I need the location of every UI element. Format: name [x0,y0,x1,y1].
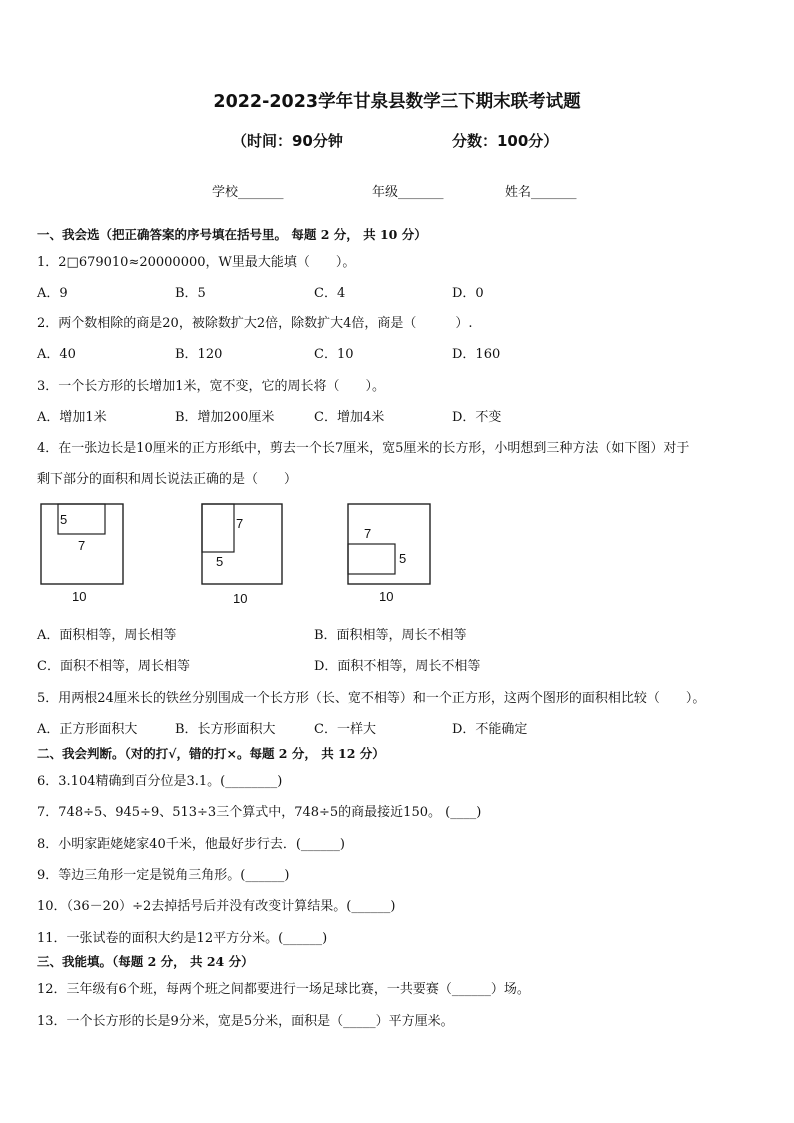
question-2: 2．两个数相除的商是20，被除数扩大2倍，除数扩大4倍，商是（ ）. [37,316,473,331]
page-title: 2022-2023学年甘泉县数学三下期末联考试题 [213,92,581,112]
question-4-line1: 4．在一张边长是10厘米的正方形纸中，剪去一个长7厘米，宽5厘米的长方形，小明想到三种方法（如下图）对于 [37,441,690,456]
exam-score: 分数：100分） [452,132,559,150]
q4-option-d: D．面积不相等，周长不相等 [314,659,481,674]
figure-2 [202,504,282,606]
fig1-length-label: 7 [78,538,86,553]
figure-3 [348,504,430,604]
exam-time: （时间：90分钟 [232,132,343,150]
question-7: 7．748÷5、945÷9、513÷3三个算式中，748÷5的商最接近150。 (____) [37,805,482,820]
question-4-line2: 剩下部分的面积和周长说法正确的是（ ） [37,472,298,487]
fig3-width-label: 5 [399,551,407,566]
question-5: 5．用两根24厘米长的铁丝分别围成一个长方形（长、宽不相等）和一个正方形，这两个图形的面积相比较（ ）。 [37,691,706,706]
q2-option-c: C．10 [314,347,354,362]
q4-option-c: C．面积不相等，周长相等 [37,659,190,674]
section2-heading: 二、我会判断。（对的打√，错的打×。每题 2 分， 共 12 分） [37,746,385,761]
q4-option-a: A．面积相等，周长相等 [37,628,177,643]
figure-1 [41,504,123,604]
question-12: 12．三年级有6个班，每两个班之间都要进行一场足球比赛，一共要赛（______）场。 [37,982,530,997]
question-11: 11．一张试卷的面积大约是12平方分米。(______) [37,931,328,946]
q5-option-b: B．长方形面积大 [175,722,276,737]
fig1-width-label: 5 [60,512,68,527]
q1-option-b: B．5 [175,286,206,301]
question-3: 3．一个长方形的长增加1米，宽不变，它的周长将（ ）。 [37,379,386,394]
fig1-side-label: 10 [72,589,87,604]
q3-option-b: B．增加200厘米 [175,410,275,425]
fig3-side-label: 10 [379,589,394,604]
q1-option-a: A．9 [37,286,68,301]
fig2-length-label: 7 [236,516,244,531]
q2-option-a: A．40 [37,347,76,362]
q1-option-d: D．0 [452,286,484,301]
q5-option-c: C．一样大 [314,722,376,737]
q1-option-c: C．4 [314,286,346,301]
question-10: 10．（36－20）÷2去掉括号后并没有改变计算结果。(______) [37,899,396,914]
fig2-side-label: 10 [233,591,248,606]
q3-option-d: D．不变 [452,410,502,425]
question-4-figure [30,496,460,608]
name-field: 姓名_______ [505,185,577,200]
school-field: 学校_______ [212,185,284,200]
q3-option-c: C．增加4米 [314,410,385,425]
question-9: 9．等边三角形一定是锐角三角形。(______) [37,868,290,883]
fig3-length-label: 7 [364,526,372,541]
grade-field: 年级_______ [372,185,444,200]
section1-heading: 一、我会选（把正确答案的序号填在括号里。 每题 2 分， 共 10 分） [37,227,427,242]
q5-option-a: A．正方形面积大 [37,722,138,737]
q2-option-b: B．120 [175,347,223,362]
question-13: 13．一个长方形的长是9分米，宽是5分米，面积是（_____）平方厘米。 [37,1014,454,1029]
question-8: 8．小明家距姥姥家40千米，他最好步行去．(______) [37,837,345,852]
q2-option-d: D．160 [452,347,501,362]
question-6: 6．3.104精确到百分位是3.1。(________) [37,774,283,789]
q5-option-d: D．不能确定 [452,722,528,737]
fig2-width-label: 5 [216,554,224,569]
q3-option-a: A．增加1米 [37,410,107,425]
q4-option-b: B．面积相等，周长不相等 [314,628,467,643]
question-1: 1．2□679010≈20000000，W里最大能填（ ）。 [37,255,356,270]
section3-heading: 三、我能填。（每题 2 分， 共 24 分） [37,954,254,969]
